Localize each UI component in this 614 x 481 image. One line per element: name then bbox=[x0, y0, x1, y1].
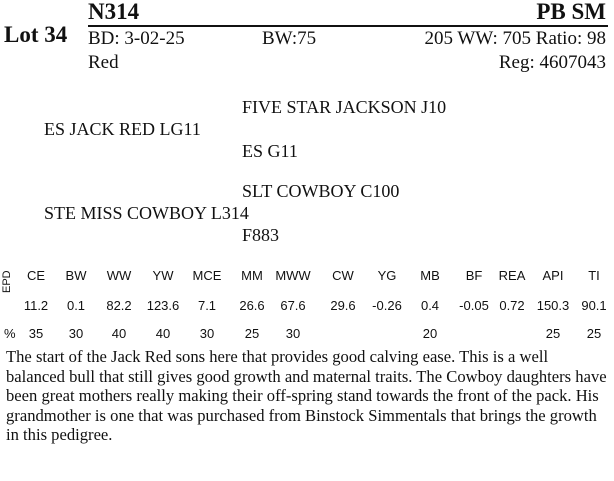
epd-value-bf: -0.05 bbox=[459, 298, 489, 313]
pedigree-sire-sire: FIVE STAR JACKSON J10 bbox=[242, 97, 447, 117]
registration-number: Reg: 4607043 bbox=[498, 52, 606, 73]
epd-trait-ww: WW bbox=[106, 268, 132, 283]
pedigree-dam-dam: F883 bbox=[242, 225, 280, 245]
epd-trait-bf: BF bbox=[465, 268, 483, 283]
percentile-row-label: % bbox=[4, 326, 16, 341]
pedigree-sire-dam: ES G11 bbox=[242, 141, 298, 161]
epd-trait-mww: MWW bbox=[275, 268, 311, 283]
epd-trait-cw: CW bbox=[332, 268, 354, 283]
epd-value-mww: 67.6 bbox=[280, 298, 306, 313]
breed-code: PB SM bbox=[536, 0, 606, 24]
epd-value-mb: 0.4 bbox=[420, 298, 440, 313]
epd-trait-yg: YG bbox=[377, 268, 397, 283]
epd-percentile-ti: 25 bbox=[586, 326, 602, 341]
epd-header-row bbox=[0, 268, 614, 284]
epd-percentile-bw: 30 bbox=[68, 326, 84, 341]
pedigree-dam-sire: SLT COWBOY C100 bbox=[242, 181, 400, 201]
epd-value-ti: 90.1 bbox=[581, 298, 607, 313]
epd-percentile-mb: 20 bbox=[422, 326, 438, 341]
pedigree-dam: STE MISS COWBOY L314 bbox=[44, 203, 249, 223]
epd-percentile-ww: 40 bbox=[111, 326, 127, 341]
epd-trait-bw: BW bbox=[65, 268, 87, 283]
weaning-weight-ratio: 205 WW: 705 Ratio: 98 bbox=[424, 28, 606, 49]
epd-percentile-mm: 25 bbox=[244, 326, 260, 341]
epd-value-api: 150.3 bbox=[536, 298, 570, 313]
lot-description: The start of the Jack Red sons here that provides good calving ease. This is a well balanced bull that still gives good growth and maternal traits. The Cowboy daughters have been great mothers really making their off-spring stand towards the front of the pack. His grandmother is one that was purchased from Binstock Simmentals that brings the growth in this pedigree. bbox=[6, 347, 607, 444]
epd-value-ce: 11.2 bbox=[23, 298, 49, 313]
color: Red bbox=[88, 52, 119, 73]
epd-percentile-ce: 35 bbox=[28, 326, 44, 341]
epd-value-mce: 7.1 bbox=[197, 298, 217, 313]
birth-weight: BW:75 bbox=[262, 28, 317, 49]
epd-trait-ti: TI bbox=[588, 268, 600, 283]
epd-value-ww: 82.2 bbox=[106, 298, 132, 313]
epd-trait-mb: MB bbox=[420, 268, 440, 283]
tag-number: N314 bbox=[88, 0, 140, 24]
epd-value-rea: 0.72 bbox=[499, 298, 525, 313]
epd-value-yg: -0.26 bbox=[372, 298, 402, 313]
epd-trait-rea: REA bbox=[498, 268, 526, 283]
epd-percentile-mww: 30 bbox=[285, 326, 301, 341]
epd-row-label: EPD bbox=[1, 270, 13, 293]
epd-trait-mce: MCE bbox=[192, 268, 222, 283]
epd-percentile-row bbox=[0, 326, 614, 342]
lot-number: Lot 34 bbox=[4, 22, 68, 47]
epd-trait-yw: YW bbox=[152, 268, 174, 283]
epd-percentile-api: 25 bbox=[545, 326, 561, 341]
header-rule bbox=[88, 25, 608, 27]
epd-value-cw: 29.6 bbox=[330, 298, 356, 313]
birth-date: BD: 3-02-25 bbox=[88, 28, 185, 49]
pedigree-sire: ES JACK RED LG11 bbox=[44, 119, 201, 139]
epd-value-mm: 26.6 bbox=[239, 298, 265, 313]
epd-percentile-yw: 40 bbox=[155, 326, 171, 341]
epd-value-bw: 0.1 bbox=[66, 298, 86, 313]
epd-value-row bbox=[0, 298, 614, 314]
epd-trait-api: API bbox=[542, 268, 564, 283]
epd-percentile-mce: 30 bbox=[199, 326, 215, 341]
epd-trait-mm: MM bbox=[241, 268, 263, 283]
epd-value-yw: 123.6 bbox=[146, 298, 180, 313]
epd-trait-ce: CE bbox=[26, 268, 46, 283]
